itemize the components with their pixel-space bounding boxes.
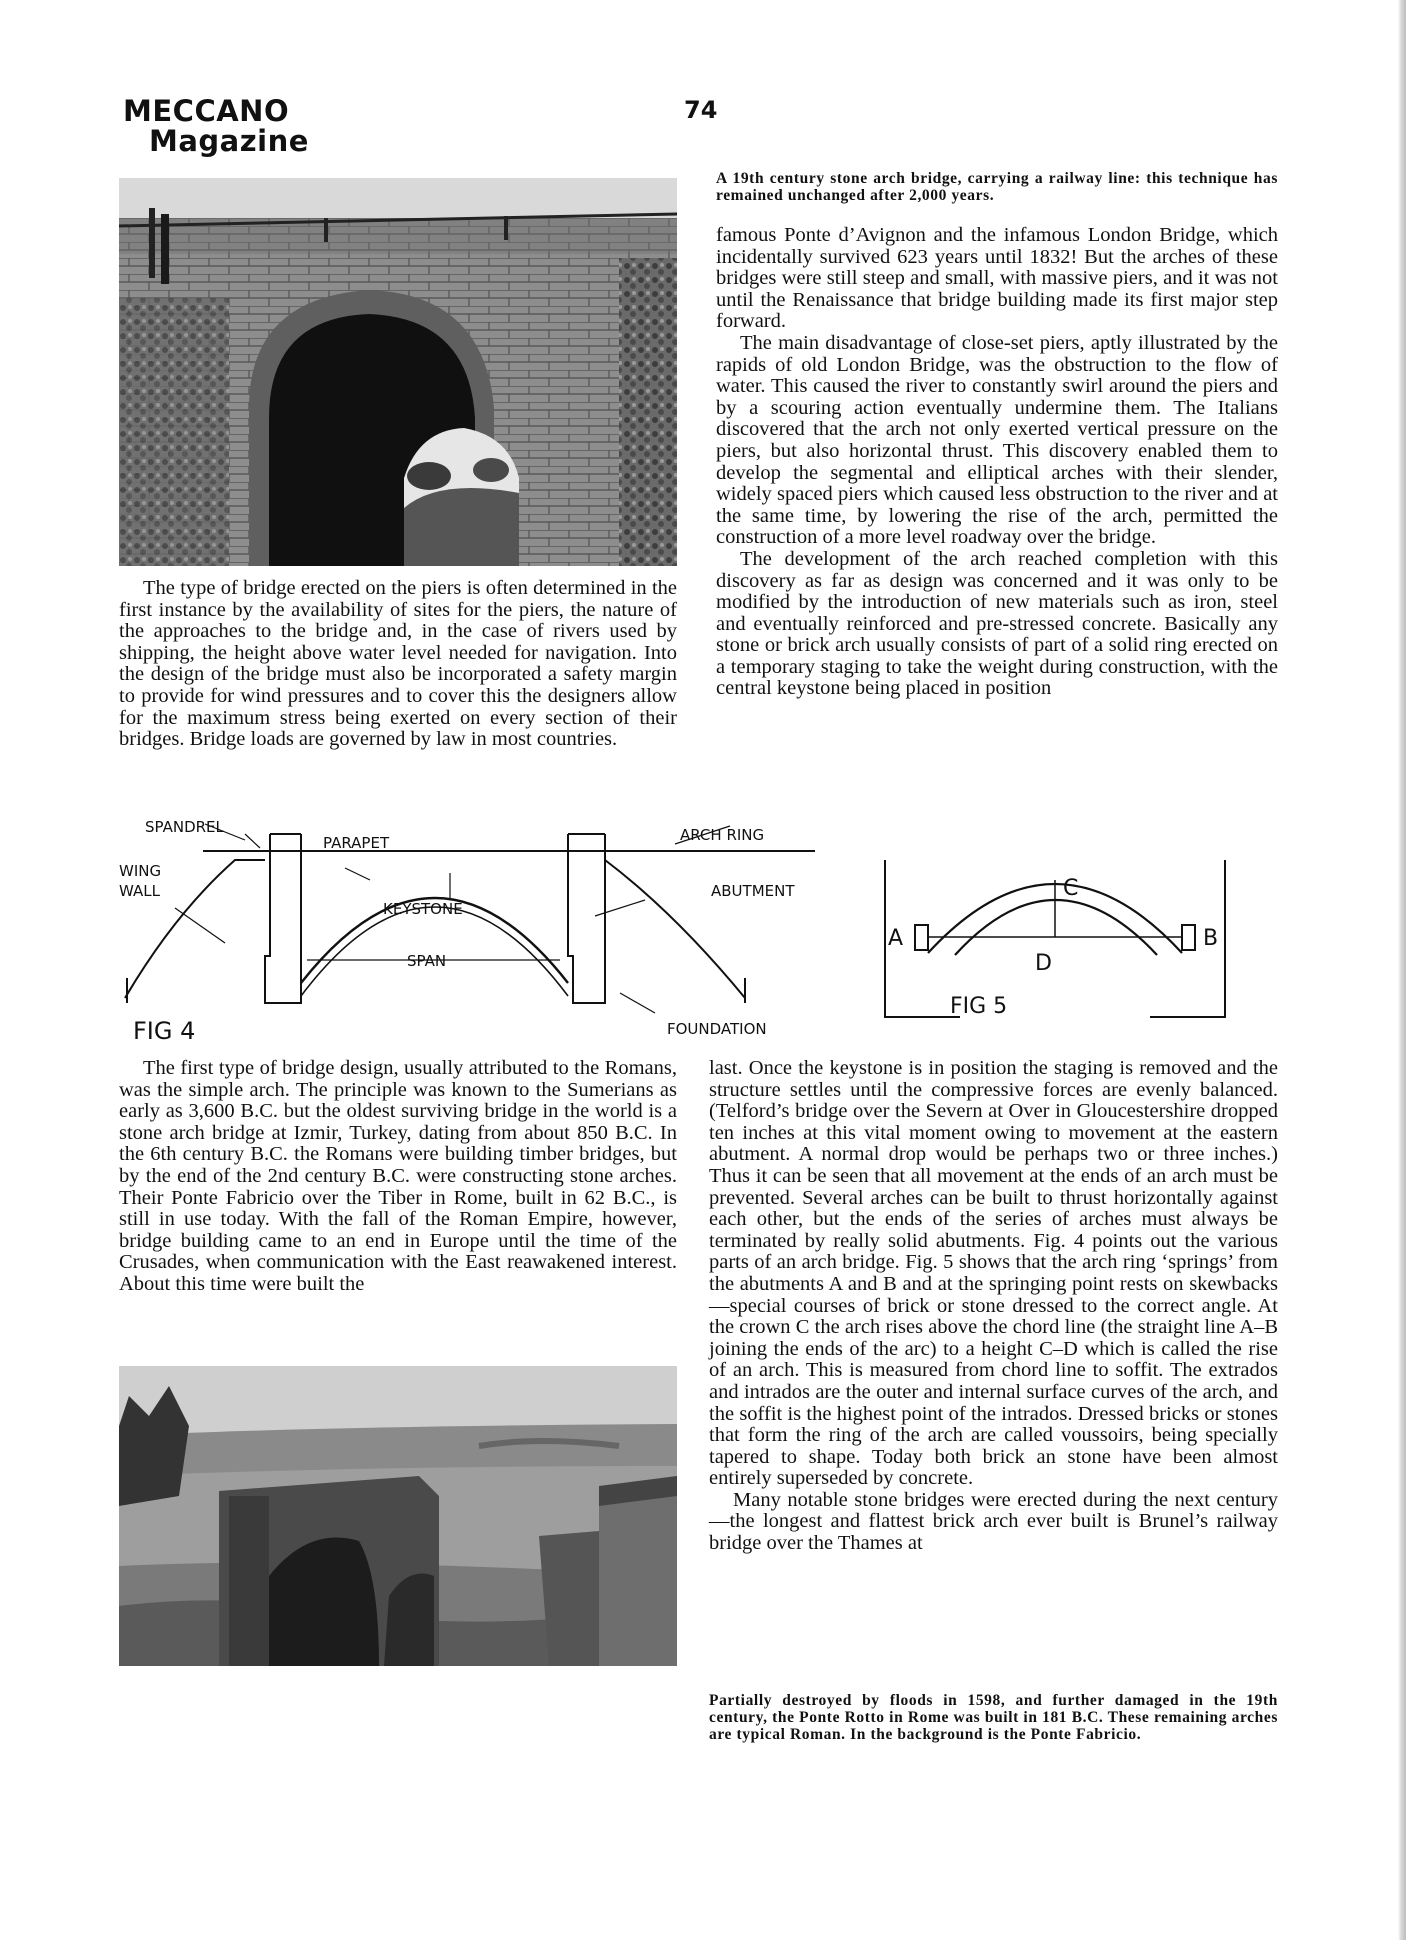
- label-abutment: ABUTMENT: [711, 882, 795, 900]
- label-wing: WING: [119, 862, 162, 880]
- left-column-bottom: [119, 1058, 677, 1296]
- fig5-title: FIG 5: [950, 994, 1008, 1019]
- page-number: 74: [684, 96, 718, 124]
- right-column-top: [716, 225, 1278, 700]
- fig5-label-a: A: [888, 926, 904, 951]
- label-arch-ring: ARCH RING: [680, 826, 765, 844]
- top-photo-caption: A 19th century stone arch bridge, carrying a railway line: this technique has remained unchanged after 2,000 years.: [716, 170, 1278, 204]
- fig5-label-c: C: [1063, 876, 1079, 901]
- fig5-diagram: [870, 835, 1240, 1025]
- label-wall: WALL: [119, 882, 160, 900]
- page-edge-shadow: [1398, 0, 1406, 1940]
- paragraph: famous Ponte d’Avignon and the infamous London Bridge, which incidentally survived 623 years until 1832! But the arches of these bridges were still steep and small, with massive piers, and it was not until the Renaissance that bridge building made its first major step forward.: [716, 224, 1278, 333]
- paragraph: last. Once the keystone is in position the staging is removed and the structure settles until the compressive forces are evenly balanced. (Telford’s bridge over the Severn at Over in Gloucestershire dropped ten inches at this vital moment owing to movement at the eastern abutment. A normal drop would be perhaps two or three inches.) Thus it can be seen that all movement at the ends of an arch must be prevented. Several arches can be built to thrust horizontally against each other, but the ends of the series of arches must always be terminated by really solid abutments. Fig. 4 points out the various parts of an arch bridge. Fig. 5 shows that the arch ring ‘springs’ from the abutments A and B and at the springing point rests on skewbacks—special courses of brick or stone dressed to the correct angle. At the crown C the arch rises above the chord line (the straight line A–B joining the ends of the arc) to a height C–D which is called the rise of an arch. This is measured from chord line to soffit. The extrados and intrados are the outer and internal surface curves of the arch, and the soffit is the highest point of the intrados. Dressed bricks or stones that form the ring of the arch are called voussoirs, being specially tapered to shape. Today both brick an stone have been almost entirely superseded by concrete.: [709, 1057, 1278, 1490]
- label-foundation: FOUNDATION: [667, 1020, 767, 1038]
- paragraph: The development of the arch reached completion with this discovery as far as design was concerned and it was only to be modified by the introduction of new materials such as iron, steel and eventually reinforced and pre-stressed concrete. Basically any stone or brick arch usually consists of part of a solid ring erected on a temporary staging to take the weight during construction, with the central keystone being placed in position: [716, 547, 1278, 700]
- right-column-bottom: [709, 1058, 1278, 1555]
- fig5-label-b: B: [1203, 926, 1219, 951]
- masthead-subtitle: Magazine: [149, 124, 309, 158]
- masthead-title: MECCANO: [123, 94, 290, 128]
- label-parapet: PARAPET: [323, 834, 390, 852]
- bottom-photo-caption: Partially destroyed by floods in 1598, and further damaged in the 19th century, the Ponte Rotto in Rome was built in 181 B.C. These remaining arches are typical Roman. In the background is the Ponte Fabricio.: [709, 1692, 1278, 1743]
- fig4-diagram: [115, 818, 815, 1048]
- fig5-label-d: D: [1035, 951, 1052, 976]
- ponte-rotto-photo: [119, 1366, 677, 1666]
- label-spandrel: SPANDREL: [145, 818, 224, 836]
- left-column-top: [119, 578, 677, 751]
- label-keystone: KEYSTONE: [383, 900, 463, 918]
- railway-bridge-photo: [119, 178, 677, 566]
- paragraph: The first type of bridge design, usually attributed to the Romans, was the simple arch. The principle was known to the Sumerians as early as 3,600 B.C. but the oldest surviving bridge in the world is a stone arch bridge at Izmir, Turkey, dating from about 850 B.C. In the 6th century B.C. the Romans were building timber bridges, but by the end of the 2nd century B.C. were constructing stone arches. Their Ponte Fabricio over the Tiber in Rome, built in 62 B.C., is still in use today. With the fall of the Roman Empire, however, bridge building came to an end in Europe until the time of the Crusades, when communication with the East reawakened interest. About this time were built the: [119, 1057, 677, 1295]
- paragraph: Many notable stone bridges were erected during the next century—the longest and flattest brick arch ever built is Brunel’s railway bridge over the Thames at: [709, 1488, 1278, 1555]
- fig4-title: FIG 4: [133, 1017, 196, 1045]
- label-span: SPAN: [407, 952, 447, 970]
- paragraph: The main disadvantage of close-set piers, aptly illustrated by the rapids of old London Bridge, was the obstruction to the flow of water. This caused the river to constantly swirl around the piers and by a scouring action eventually undermine them. The Italians discovered that the arch not only exerted vertical pressure on the piers, but also horizontal thrust. This discovery enabled them to develop the segmental and elliptical arches with their slender, widely spaced piers which caused less obstruction to the river and at the same time, by lowering the rise of the arch, permitted the construction of a more level roadway over the bridge.: [716, 331, 1278, 549]
- paragraph: The type of bridge erected on the piers is often determined in the first instance by the availability of sites for the piers, the nature of the approaches to the bridge and, in the case of rivers used by shipping, the height above water level needed for navigation. Into the design of the bridge must also be incorporated a safety margin to provide for wind pressures and to cover this the designers allow for the maximum stress being exerted on every section of their bridges. Bridge loads are governed by law in most countries.: [119, 577, 677, 751]
